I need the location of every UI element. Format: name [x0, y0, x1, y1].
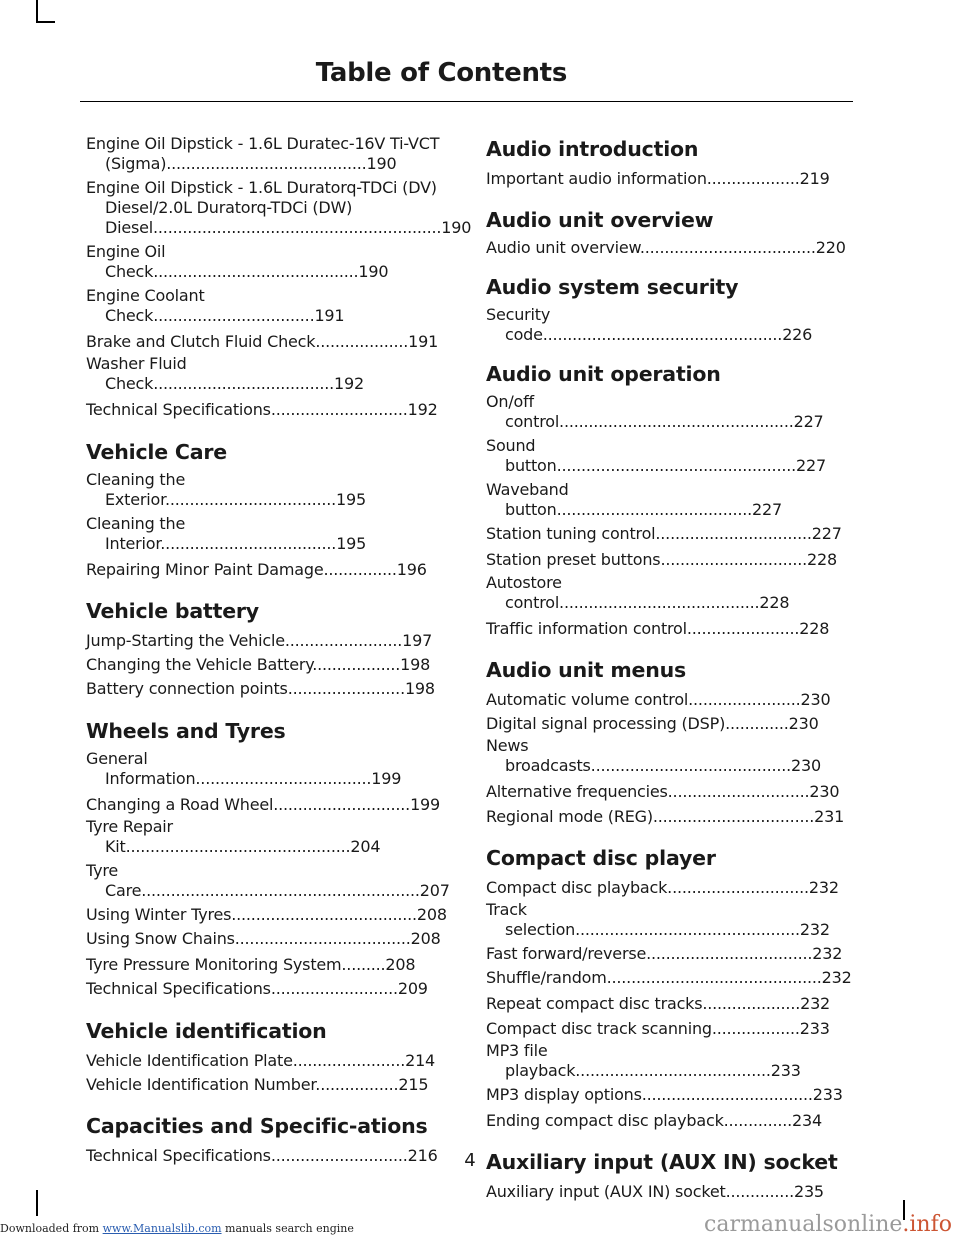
toc-section — [486, 138, 848, 191]
toc-entry[interactable]: Washer Fluid Check.....................................192 — [86, 354, 364, 394]
crop-mark-bottom-left-v — [36, 1190, 38, 1216]
toc-entry[interactable]: Engine Coolant Check.................................191 — [86, 286, 345, 325]
toc-entry[interactable]: Technical Specifications............................216 — [86, 1146, 438, 1166]
toc-entry[interactable]: Regional mode (REG).................................231 — [486, 806, 845, 826]
toc-entry[interactable]: On/off control................................................227 — [486, 392, 824, 432]
toc-entry[interactable]: Tyre Care.........................................................207 — [86, 861, 450, 901]
section-heading: Vehicle battery — [86, 598, 259, 623]
toc-section — [486, 659, 848, 829]
toc-section — [86, 441, 448, 582]
toc-section — [486, 209, 848, 258]
toc-section — [486, 276, 848, 345]
section-heading: Capacities and Specific-ations — [86, 1114, 428, 1139]
toc-entry[interactable]: Using Winter Tyres......................................208 — [86, 905, 447, 925]
toc-entry[interactable]: Compact disc playback.............................232 — [486, 878, 839, 898]
toc-entry[interactable]: MP3 file playback........................................233 — [486, 1040, 801, 1080]
title-rule — [80, 101, 853, 102]
toc-entry[interactable]: Repairing Minor Paint Damage...............196 — [86, 559, 427, 579]
toc-entry[interactable]: Station preset buttons..............................228 — [486, 550, 837, 570]
toc-entry[interactable]: MP3 display options...................................233 — [486, 1084, 843, 1104]
toc-entry[interactable]: Auxiliary input (AUX IN) socket..............235 — [486, 1182, 824, 1202]
section-heading: Audio unit overview — [486, 208, 714, 233]
footer-download-note — [0, 1222, 354, 1235]
footer-link[interactable]: www.Manualslib.com — [102, 1222, 222, 1235]
toc-entry[interactable]: Traffic information control.......................228 — [486, 618, 830, 638]
right-column — [486, 137, 852, 1223]
toc-entry[interactable]: Changing a Road Wheel............................199 — [86, 794, 441, 814]
toc-entry[interactable]: Automatic volume control.......................230 — [486, 689, 831, 709]
toc-section — [86, 134, 472, 423]
toc-section — [86, 600, 448, 702]
crop-mark-top-left-h — [36, 21, 55, 23]
watermark-part2: .info — [902, 1212, 952, 1237]
toc-entry[interactable]: Engine Oil Dipstick - 1.6L Duratorq-TDCi (DV) Diesel/2.0L Duratorq-TDCi (DW) Diesel...........................................................190 — [86, 178, 472, 237]
toc-entry[interactable]: Vehicle Identification Number.................215 — [86, 1074, 429, 1094]
toc-entry[interactable]: Cleaning the Exterior...................................195 — [86, 469, 366, 509]
toc-entry[interactable]: Battery connection points........................198 — [86, 679, 435, 699]
toc-section — [486, 846, 852, 1133]
section-heading: Wheels and Tyres — [86, 718, 286, 743]
toc-entry[interactable]: Changing the Vehicle Battery..................198 — [86, 655, 431, 675]
toc-entry[interactable]: General Information....................................199 — [86, 748, 402, 788]
toc-entry[interactable]: Fast forward/reverse..................................232 — [486, 944, 843, 964]
toc-entry[interactable]: Shuffle/random............................................232 — [486, 968, 852, 988]
toc-entry[interactable]: Compact disc track scanning..................233 — [486, 1018, 830, 1038]
toc-section — [486, 363, 848, 641]
toc-entry[interactable]: Security code.................................................226 — [486, 305, 813, 345]
page-number: 4 — [464, 1150, 476, 1171]
toc-entry[interactable]: Alternative frequencies.............................230 — [486, 782, 840, 802]
footer-prefix: Downloaded from — [0, 1222, 103, 1235]
watermark-logo — [704, 1212, 952, 1237]
section-heading: Audio system security — [486, 275, 739, 300]
toc-entry[interactable]: Vehicle Identification Plate.......................214 — [86, 1050, 436, 1070]
toc-entry[interactable]: Engine Oil Check..........................................190 — [86, 242, 389, 281]
section-heading: Vehicle Care — [86, 439, 227, 464]
toc-entry[interactable]: Tyre Repair Kit..............................................204 — [86, 817, 381, 857]
section-heading: Compact disc player — [486, 846, 716, 871]
watermark-part1: carmanualsonline — [704, 1212, 903, 1237]
section-heading: Audio introduction — [486, 137, 699, 161]
toc-entry[interactable]: Digital signal processing (DSP).............230 — [486, 714, 819, 734]
footer-suffix: manuals search engine — [221, 1222, 354, 1235]
toc-entry[interactable]: Brake and Clutch Fluid Check...................191 — [86, 332, 439, 351]
toc-entry[interactable]: Repeat compact disc tracks....................232 — [486, 994, 831, 1014]
toc-entry[interactable]: Technical Specifications............................192 — [86, 400, 438, 420]
page-title: Table of Contents — [315, 58, 567, 88]
toc-entry[interactable]: Station tuning control................................227 — [486, 524, 842, 544]
toc-entry[interactable]: Jump-Starting the Vehicle........................197 — [86, 630, 433, 650]
toc-entry[interactable]: Tyre Pressure Monitoring System.........208 — [86, 955, 416, 975]
toc-entry[interactable]: Sound button.................................................227 — [486, 436, 826, 476]
toc-entry[interactable]: Ending compact disc playback..............234 — [486, 1110, 822, 1130]
toc-section — [86, 720, 448, 1002]
toc-entry[interactable]: Audio unit overview....................................220 — [486, 238, 846, 258]
toc-entry[interactable]: Using Snow Chains....................................208 — [86, 929, 441, 949]
toc-entry[interactable]: Important audio information...................219 — [486, 169, 830, 188]
toc-entry[interactable]: Cleaning the Interior....................................195 — [86, 513, 367, 553]
toc-entry[interactable]: News broadcasts.........................................230 — [486, 736, 821, 776]
left-column — [86, 134, 472, 1187]
section-heading: Auxiliary input (AUX IN) socket — [486, 1150, 838, 1175]
toc-entry[interactable]: Track selection..............................................232 — [486, 900, 830, 940]
toc-section — [86, 1020, 448, 1098]
toc-entry[interactable]: Waveband button........................................227 — [486, 480, 782, 520]
section-heading: Audio unit menus — [486, 657, 686, 682]
toc-entry[interactable]: Autostore control.........................................228 — [486, 572, 790, 612]
section-heading: Audio unit operation — [486, 362, 721, 387]
crop-mark-top-left-v — [36, 0, 38, 22]
section-heading: Vehicle identification — [86, 1018, 327, 1043]
toc-entry[interactable]: Engine Oil Dipstick - 1.6L Duratec-16V Ti-VCT (Sigma).........................................190 — [86, 134, 440, 173]
toc-entry[interactable]: Technical Specifications..........................209 — [86, 979, 428, 999]
